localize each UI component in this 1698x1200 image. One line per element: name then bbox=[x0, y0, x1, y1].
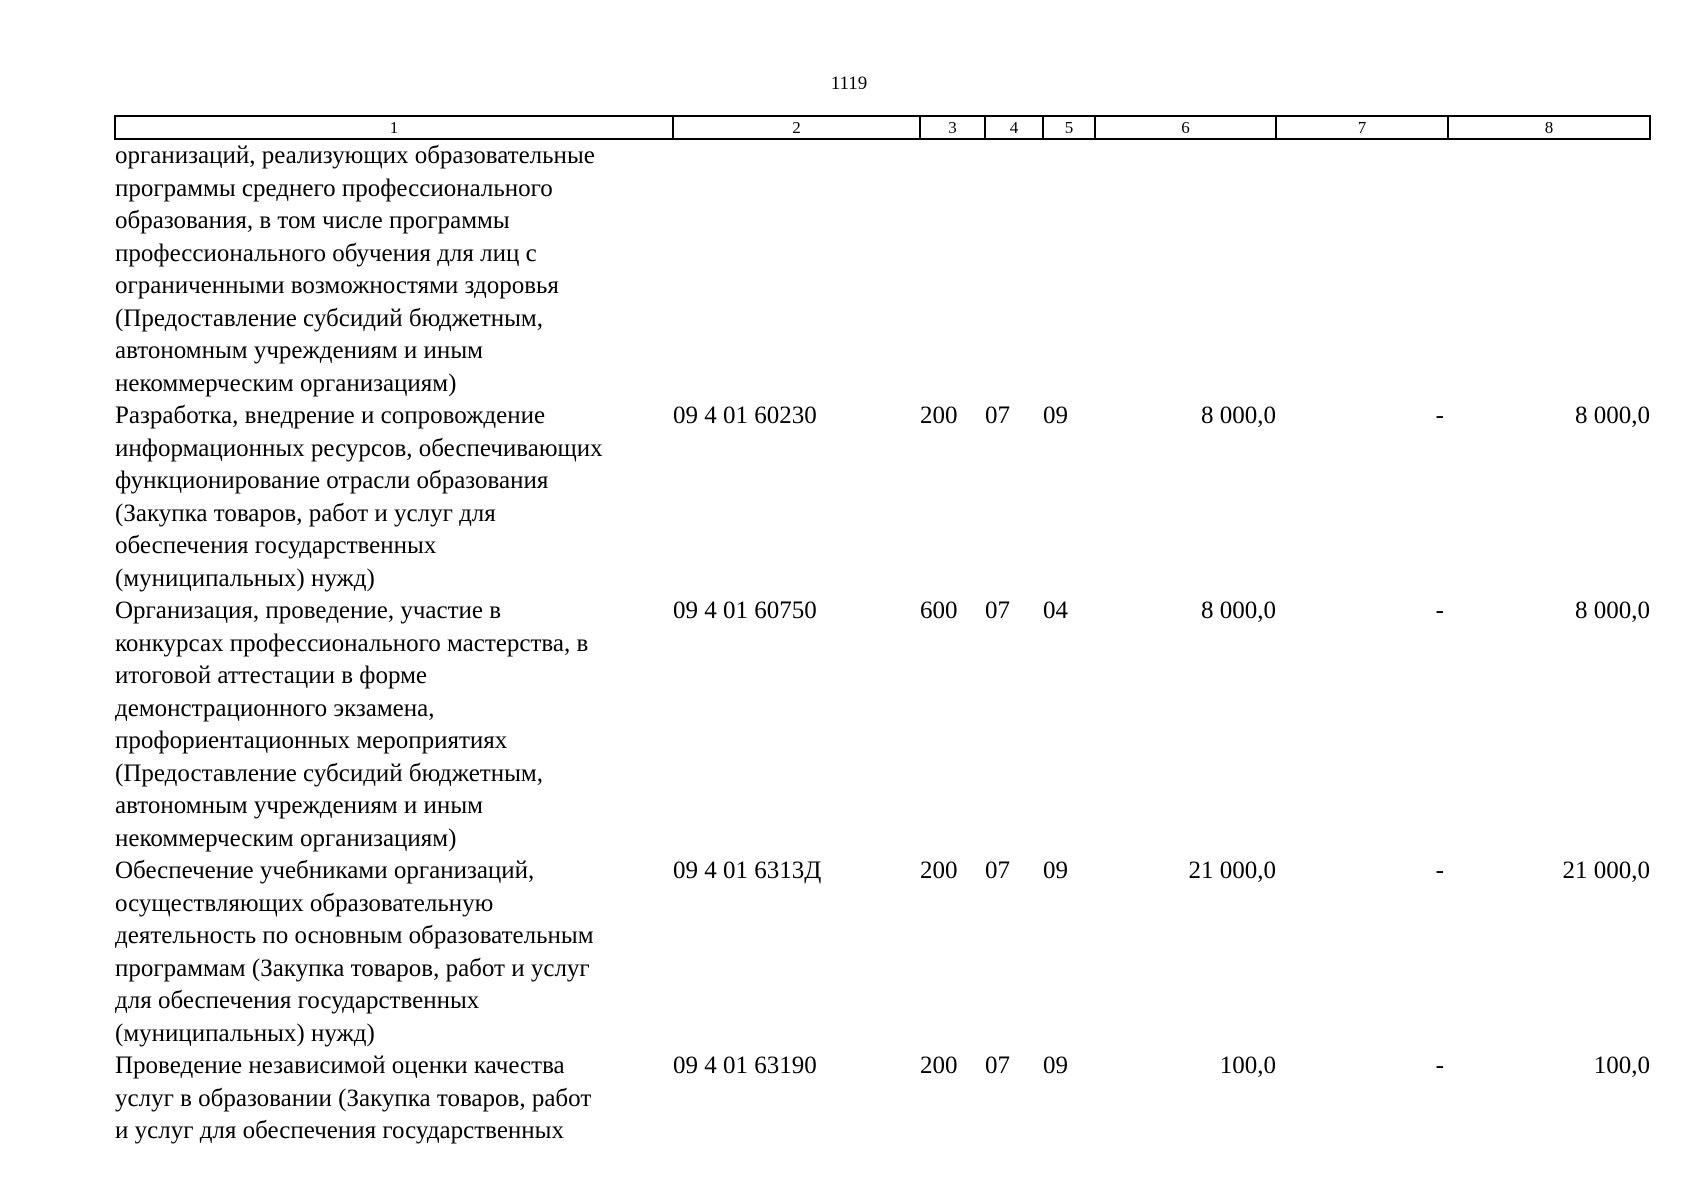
row-amount-3: 8 000,0 bbox=[1575, 597, 1650, 624]
row-description: организаций, реализующих образовательные программы среднего профессионального образования, в том числе программы профессионального обучения для лиц с ограниченными возможностями здоровья (Предоставление субсидий бюджетным, автономным учреждениям и иным некоммерческим организациям) bbox=[115, 142, 595, 397]
row-amount-2 bbox=[1276, 139, 1448, 400]
row-amount-2: - bbox=[1435, 402, 1444, 429]
row-target-code: 09 4 01 60750 bbox=[673, 597, 817, 624]
row-expense-type bbox=[920, 139, 985, 400]
row-description: Проведение независимой оценки качества услуг в образовании (Закупка товаров, работ и услуг для обеспечения государственных bbox=[115, 1052, 592, 1144]
table-row bbox=[115, 595, 1650, 855]
row-amount-1: 100,0 bbox=[1219, 1052, 1276, 1079]
row-target-code bbox=[673, 139, 920, 400]
row-section: 07 bbox=[985, 402, 1010, 429]
row-amount-3: 8 000,0 bbox=[1575, 402, 1650, 429]
row-target-code: 09 4 01 60230 bbox=[673, 402, 817, 429]
column-number-4: 4 bbox=[985, 116, 1043, 139]
column-number-3: 3 bbox=[920, 116, 985, 139]
column-number-2: 2 bbox=[673, 116, 920, 139]
row-expense-type: 200 bbox=[920, 857, 958, 884]
row-subsection: 04 bbox=[1043, 597, 1068, 624]
table-row bbox=[115, 400, 1650, 595]
table-row bbox=[115, 139, 1650, 400]
row-description: Разработка, внедрение и сопровождение информационных ресурсов, обеспечивающих функционирование отрасли образования (Закупка товаров, работ и услуг для обеспечения государственных (муниципальных) нужд) bbox=[115, 402, 603, 592]
row-section bbox=[985, 139, 1043, 400]
table-header bbox=[115, 116, 1650, 139]
row-section: 07 bbox=[985, 857, 1010, 884]
row-subsection bbox=[1043, 139, 1095, 400]
header-row bbox=[115, 116, 1650, 139]
row-amount-3: 100,0 bbox=[1593, 1052, 1650, 1079]
row-amount-3: 21 000,0 bbox=[1562, 857, 1650, 884]
row-amount-2: - bbox=[1435, 597, 1444, 624]
table-row bbox=[115, 855, 1650, 1050]
row-expense-type: 200 bbox=[920, 402, 958, 429]
row-expense-type: 200 bbox=[920, 1052, 958, 1079]
row-subsection: 09 bbox=[1043, 857, 1068, 884]
row-section: 07 bbox=[985, 597, 1010, 624]
budget-table bbox=[114, 115, 1651, 1148]
column-number-5: 5 bbox=[1043, 116, 1095, 139]
row-amount-3 bbox=[1448, 139, 1650, 400]
column-number-1: 1 bbox=[115, 116, 673, 139]
row-amount-2: - bbox=[1435, 857, 1444, 884]
row-description: Обеспечение учебниками организаций, осуществляющих образовательную деятельность по основным образовательным программам (Закупка товаров, работ и услуг для обеспечения государственных (муниципальных) нужд) bbox=[115, 857, 594, 1047]
column-number-8: 8 bbox=[1448, 116, 1650, 139]
page-number: 1119 bbox=[830, 73, 868, 94]
row-amount-1: 8 000,0 bbox=[1201, 597, 1276, 624]
table-body bbox=[115, 139, 1650, 1148]
row-amount-1: 8 000,0 bbox=[1201, 402, 1276, 429]
row-target-code: 09 4 01 6313Д bbox=[673, 857, 822, 884]
row-amount-1 bbox=[1095, 139, 1276, 400]
row-section: 07 bbox=[985, 1052, 1010, 1079]
row-description: Организация, проведение, участие в конкурсах профессионального мастерства, в итоговой аттестации в форме демонстрационного экзамена, профориентационных мероприятиях (Предоставление субсидий бюджетным, автономным учреждениям и иным некоммерческим организациям) bbox=[115, 597, 589, 852]
row-target-code: 09 4 01 63190 bbox=[673, 1052, 817, 1079]
row-expense-type: 600 bbox=[920, 597, 958, 624]
row-amount-2: - bbox=[1435, 1052, 1444, 1079]
row-amount-1: 21 000,0 bbox=[1188, 857, 1276, 884]
row-subsection: 09 bbox=[1043, 402, 1068, 429]
row-subsection: 09 bbox=[1043, 1052, 1068, 1079]
table-row bbox=[115, 1050, 1650, 1148]
column-number-6: 6 bbox=[1095, 116, 1276, 139]
column-number-7: 7 bbox=[1276, 116, 1448, 139]
